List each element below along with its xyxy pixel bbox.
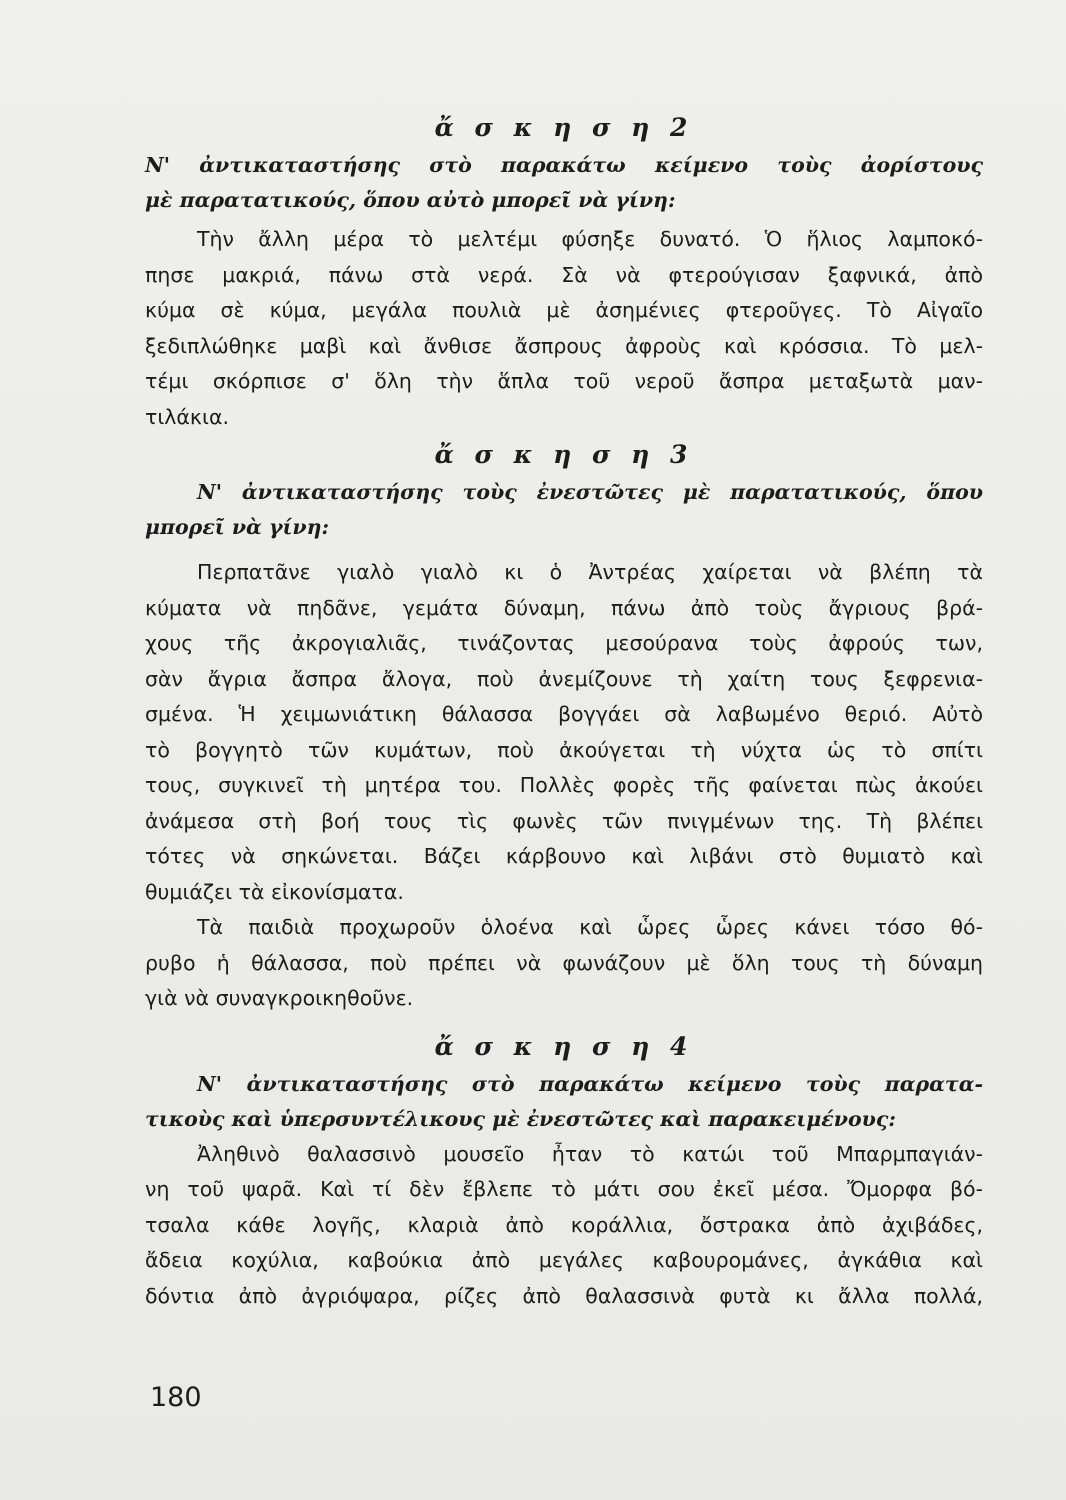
exercise-4-instruction xyxy=(145,1067,983,1137)
text-line: θυμιάζει τὰ εἰκονίσματα. xyxy=(145,879,404,904)
text-line: τὸ βογγητὸ τῶν κυμάτων, ποὺ ἀκούγεται τὴ νύχτα ὡς τὸ σπίτι xyxy=(145,737,983,762)
exercise-2-text xyxy=(145,222,983,435)
exercise-3-instruction xyxy=(145,475,983,545)
text-line: τσαλα κάθε λογῆς, κλαριὰ ἀπὸ κοράλλια, ὄστρακα ἀπὸ ἀχιβάδες, xyxy=(145,1212,983,1237)
exercise-2-heading: ἄ σ κ η σ η 2 xyxy=(434,113,694,142)
text-line: Τὰ παιδιὰ προχωροῦν ὁλοένα καὶ ὧρες ὧρες κάνει τόσο θό- xyxy=(197,915,983,939)
page-content xyxy=(145,108,983,1314)
text-line: χους τῆς ἀκρογιαλιᾶς, τινάζοντας μεσούρανα τοὺς ἀφρούς των, xyxy=(145,631,983,655)
text-line: ἀνάμεσα στὴ βοή τους τὶς φωνὲς τῶν πνιγμένων της. Τὴ βλέπει xyxy=(145,808,983,833)
text-line: τους, συγκινεῖ τὴ μητέρα του. Πολλὲς φορὲς τῆς φαίνεται πὼς ἀκούει xyxy=(145,773,983,797)
instruction-line: μὲ παρατατικούς, ὅπου αὐτὸ μπορεῖ νὰ γίνη: xyxy=(145,188,676,212)
text-line: τιλάκια. xyxy=(145,404,229,429)
text-line: δόντια ἀπὸ ἀγριόψαρα, ρίζες ἀπὸ θαλασσινὰ φυτὰ κι ἄλλα πολλά, xyxy=(145,1283,983,1308)
text-line: πησε μακριά, πάνω στὰ νερά. Σὰ νὰ φτερούγισαν ξαφνικά, ἀπὸ xyxy=(145,262,983,287)
text-line: νη τοῦ ψαρᾶ. Καὶ τί δὲν ἔβλεπε τὸ μάτι σου ἐκεῖ μέσα. Ὄμορφα βό- xyxy=(145,1177,983,1201)
exercise-4-text xyxy=(145,1137,983,1315)
exercise-2-instruction xyxy=(145,148,983,218)
text-line: σμένα. Ἡ χειμωνιάτικη θάλασσα βογγάει σὰ λαβωμένο θεριό. Αὐτὸ xyxy=(145,702,983,726)
text-line: Ἀληθινὸ θαλασσινὸ μουσεῖο ἦταν τὸ κατώι τοῦ Μπαρμπαγιάν- xyxy=(197,1141,983,1166)
page-number: 180 xyxy=(150,1382,202,1413)
exercise-3-heading: ἄ σ κ η σ η 3 xyxy=(434,440,694,469)
exercise-4-heading: ἄ σ κ η σ η 4 xyxy=(434,1031,694,1061)
instruction-line: Ν' ἀντικαταστήσης στὸ παρακάτω κείμενο τοὺς ἀορίστους xyxy=(145,153,983,177)
instruction-line: Ν' ἀντικαταστήσης τοὺς ἐνεστῶτες μὲ παρατατικούς, ὅπου xyxy=(197,480,983,504)
text-line: κύματα νὰ πηδᾶνε, γεμάτα δύναμη, πάνω ἀπὸ τοὺς ἄγριους βρά- xyxy=(145,595,983,620)
text-line: σὰν ἄγρια ἄσπρα ἄλογα, ποὺ ἀνεμίζουνε τὴ χαίτη τους ξεφρενια- xyxy=(145,666,983,691)
text-line: κύμα σὲ κύμα, μεγάλα πουλιὰ μὲ ἀσημένιες φτεροῦγες. Τὸ Αἰγαῖο xyxy=(145,298,983,322)
text-line: τέμι σκόρπισε σ' ὅλη τὴν ἅπλα τοῦ νεροῦ ἄσπρα μεταξωτὰ μαν- xyxy=(145,369,983,393)
text-line: ἄδεια κοχύλια, καβούκια ἀπὸ μεγάλες καβουρομάνες, ἀγκάθια καὶ xyxy=(145,1248,983,1272)
text-line: Τὴν ἄλλη μέρα τὸ μελτέμι φύσηξε δυνατό. Ὁ ἥλιος λαμποκό- xyxy=(197,227,983,251)
text-line: τότες νὰ σηκώνεται. Βάζει κάρβουνο καὶ λιβάνι στὸ θυμιατὸ καὶ xyxy=(145,844,983,868)
text-line: ξεδιπλώθηκε μαβὶ καὶ ἄνθισε ἄσπρους ἀφροὺς καὶ κρόσσια. Τὸ μελ- xyxy=(145,333,983,358)
exercise-3-paragraph-2 xyxy=(145,910,983,1017)
text-line: Περπατᾶνε γιαλὸ γιαλὸ κι ὁ Ἀντρέας χαίρεται νὰ βλέπη τὰ xyxy=(197,560,983,584)
text-line: γιὰ νὰ συναγκροικηθοῦνε. xyxy=(145,986,414,1010)
instruction-line: Ν' ἀντικαταστήσης στὸ παρακάτω κείμενο τοὺς παρατα- xyxy=(197,1071,983,1096)
instruction-line: μπορεῖ νὰ γίνη: xyxy=(145,515,330,539)
instruction-line: τικοὺς καὶ ὑπερσυντέλικους μὲ ἐνεστῶτες καὶ παρακειμένους: xyxy=(145,1106,896,1131)
text-line: ρυβο ἡ θάλασσα, ποὺ πρέπει νὰ φωνάζουν μὲ ὅλη τους τὴ δύναμη xyxy=(145,950,983,975)
exercise-3-paragraph-1 xyxy=(145,555,983,910)
